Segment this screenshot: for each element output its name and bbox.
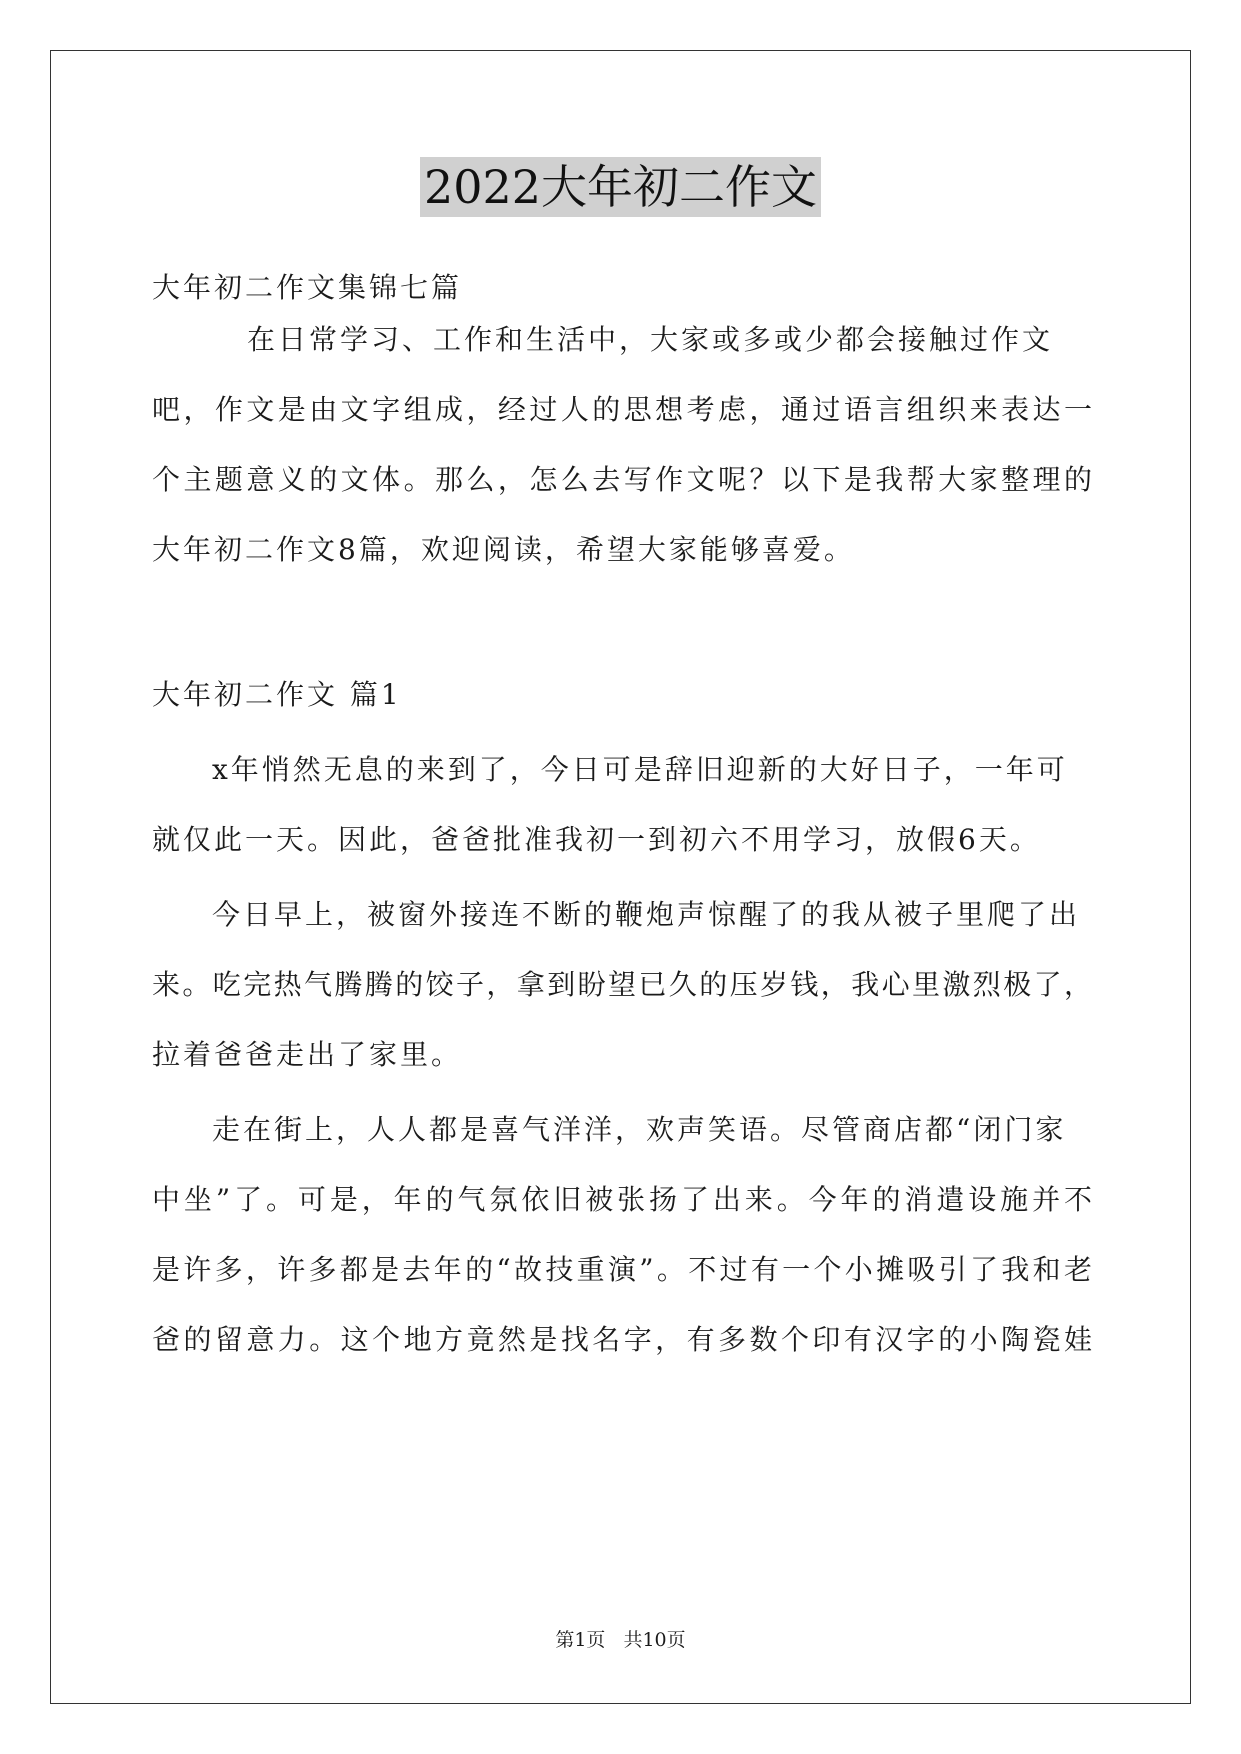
page-number: 第1页 [555,1629,606,1651]
document-subtitle: 大年初二作文集锦七篇 [152,271,463,304]
intro-line: 在日常学习、工作和生活中，大家或多或少都会接触过作文 [247,323,1054,356]
body-line: 是许多，许多都是去年的“故技重演”。不过有一个小摊吸引了我和老 [152,1253,1092,1286]
body-line: 拉着爸爸走出了家里。 [152,1038,463,1071]
body-line: 来。吃完热气腾腾的饺子，拿到盼望已久的压岁钱，我心里激烈极了， [152,968,1092,1001]
body-line: 爸的留意力。这个地方竟然是找名字，有多数个印有汉字的小陶瓷娃 [152,1323,1092,1356]
section-heading: 大年初二作文 篇1 [152,678,402,711]
total-pages: 共10页 [623,1629,686,1651]
body-line: x年悄然无息的来到了，今日可是辞旧迎新的大好日子，一年可 [212,753,1068,786]
document-title: 2022大年初二作文 [420,157,821,217]
intro-line: 吧，作文是由文字组成，经过人的思想考虑，通过语言组织来表达一 [152,393,1092,426]
body-line: 中坐”了。可是，年的气氛依旧被张扬了出来。今年的消遣设施并不 [152,1183,1092,1216]
body-line: 就仅此一天。因此，爸爸批准我初一到初六不用学习，放假6天。 [152,823,1041,856]
intro-line: 个主题意义的文体。那么，怎么去写作文呢？以下是我帮大家整理的 [152,463,1092,496]
intro-line: 大年初二作文8篇，欢迎阅读，希望大家能够喜爱。 [152,533,855,566]
body-line: 走在街上，人人都是喜气洋洋，欢声笑语。尽管商店都“闭门家 [212,1113,1067,1146]
title-container [0,157,1241,217]
page-footer [0,1626,1241,1654]
body-line: 今日早上，被窗外接连不断的鞭炮声惊醒了的我从被子里爬了出 [212,898,1081,931]
